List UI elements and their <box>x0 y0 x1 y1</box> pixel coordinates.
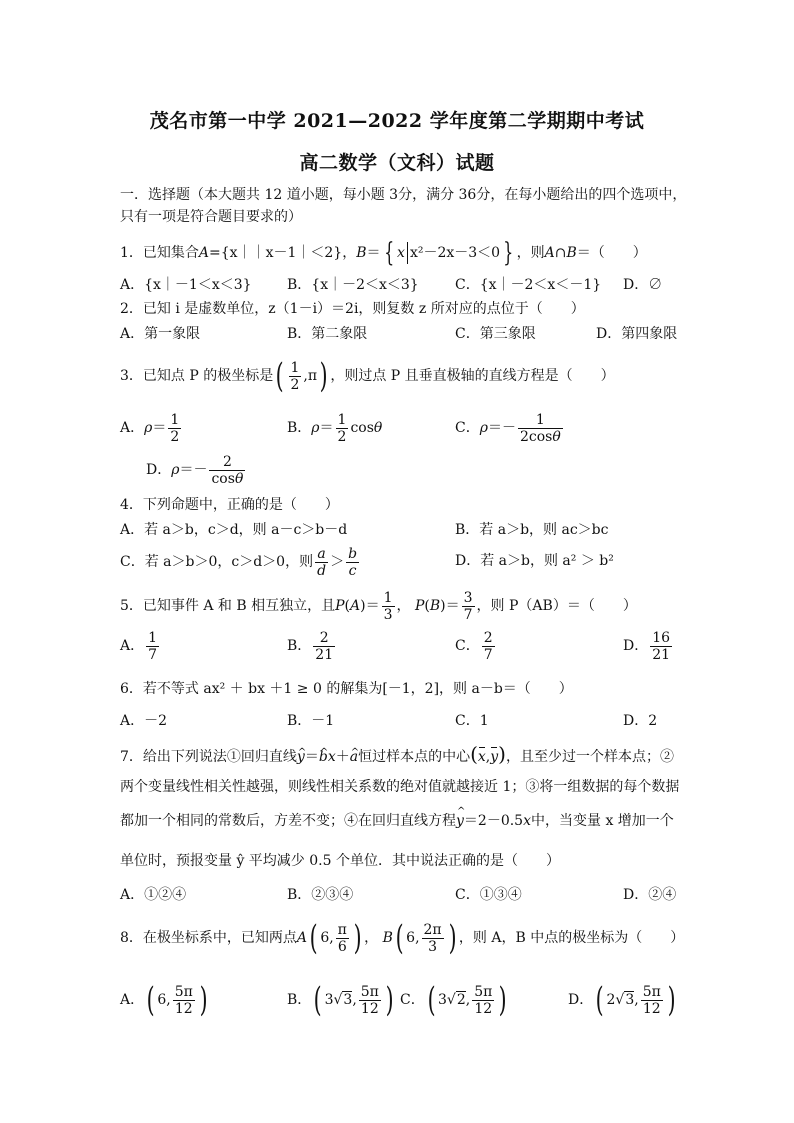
q1-stem-a: 1．已知集合 <box>120 245 199 261</box>
q5-stem: 5．已知事件 A 和 B 相互独立，且P(A)＝ $\frac{1}{3}$ ， P(B)＝ $\frac{3}{7}$ ，则 P（AB）＝（ ） <box>120 589 637 623</box>
q7-option-a: A．①②④ <box>120 887 187 903</box>
q8-option-b: B．( 3√3, $\frac{5\pi}{12}$ ) <box>287 980 394 1020</box>
q3-stem-b: ，则过点 P 且垂直极轴的直线方程是（ ） <box>330 368 615 384</box>
q1-option-c: C．{x｜－2＜x＜－1} <box>455 277 602 293</box>
q1-stem-c: ＝（ ） <box>576 245 647 261</box>
q5-option-a: A． $\frac{1}{7}$ <box>120 629 158 663</box>
q4-option-c-label: C．若 a＞b＞0，c＞d＞0，则 <box>120 554 314 570</box>
q5-option-a-label: A． <box>120 638 145 654</box>
q1-brace-open: { <box>383 238 394 268</box>
q1-set-a: ={x｜｜x－1｜＜2}， <box>209 245 357 261</box>
q1-set-b-cond: x²－2x－3＜0 <box>409 245 501 261</box>
q6-option-b: B．－1 <box>287 713 335 729</box>
q8-option-d: D．( 2√3, $\frac{5\pi}{12}$ ) <box>568 980 676 1020</box>
q5-option-b: B． $\frac{2}{21}$ <box>287 629 334 663</box>
q2-stem: 2．已知 i 是虚数单位，z（1－i）＝2i，则复数 z 所对应的点位于（ ） <box>120 301 585 317</box>
q2-option-d: D．第四象限 <box>596 326 678 342</box>
q5-option-c: C． $\frac{2}{7}$ <box>455 629 493 663</box>
q2-option-c: C．第三象限 <box>455 326 536 342</box>
q6-option-d: D．2 <box>623 713 658 729</box>
q4-option-c: C．若 a＞b＞0，c＞d＞0，则 $\frac{a}{d}$ ＞ $\frac{b}{c}$ <box>120 545 358 579</box>
q3-option-d: D．ρ＝－ $\frac{2}{\cos\theta}$ <box>146 453 244 487</box>
q1-set-bar <box>407 242 408 264</box>
q8-stem-a: 8．在极坐标系中，已知两点 <box>120 930 297 946</box>
q7-line1-a: 7．给出下列说法①回归直线 <box>120 749 297 765</box>
q3-option-a-label: A． <box>120 420 145 436</box>
q3-option-b: B．ρ＝ $\frac{1}{2}$ cosθ <box>287 411 383 445</box>
q1-brace-close: } <box>503 238 514 268</box>
q8-option-c: C．( 3√2, $\frac{5\pi}{12}$ ) <box>400 980 507 1020</box>
q5-option-d-label: D． <box>623 638 649 654</box>
q8-stem-b: ，则 A，B 中点的极坐标为（ ） <box>458 930 685 946</box>
exam-title: 茂名市第一中学 2021—2022 学年度第二学期期中考试 <box>149 110 645 132</box>
q8-stem: 8．在极坐标系中，已知两点A( 6, $\frac{\pi}{6}$ ) ， B( 6, $\frac{2\pi}{3}$ ) ，则 A，B 中点的极坐标为（ ） <box>120 918 685 958</box>
q4-option-b: B．若 a＞b，则 ac＞bc <box>455 522 609 538</box>
q3-option-c: C．ρ＝－ $\frac{1}{2\cos\theta}$ <box>455 411 561 445</box>
q4-option-a: A．若 a＞b，c＞d，则 a－c＞b－d <box>120 522 348 538</box>
q1-stem: 1．已知集合A={x｜｜x－1｜＜2}，B＝ { x x²－2x－3＜0 } ，则A∩B＝（ ） <box>120 238 647 268</box>
q4-stem: 4．下列命题中，正确的是（ ） <box>120 497 339 513</box>
q7-line3-b: 中，当变量 x 增加一个 <box>531 813 674 829</box>
q3-option-c-label: C． <box>455 420 480 436</box>
q5-stem-a: 5．已知事件 A 和 B 相互独立，且 <box>120 598 336 614</box>
q7-option-d: D．②④ <box>623 887 677 903</box>
q6-stem: 6．若不等式 ax² ＋ bx ＋1 ≥ 0 的解集为[－1，2]，则 a－b＝（ ） <box>120 681 573 697</box>
q7-line3: 都加一个相同的常数后，方差不变；④在回归直线方程^ y＝2－0.5x中，当变量 x 增加一个 <box>120 812 674 830</box>
q7-line1-b: 恒过样本点的中心 <box>358 749 471 765</box>
q8-option-d-label: D． <box>568 992 594 1008</box>
q1-option-a: A．{x｜－1＜x＜3} <box>120 277 252 293</box>
q1-option-d: D．∅ <box>623 277 663 293</box>
section-heading-line1: 一．选择题（本大题共 12 道小题，每小题 3分，满分 36分，在每小题给出的四个选项中， <box>120 187 687 203</box>
q3-stem-a: 3．已知点 P 的极坐标是 <box>120 368 274 384</box>
q7-line4: 单位时，预报变量 ŷ 平均减少 0.5 个单位．其中说法正确的是（ ） <box>120 853 560 869</box>
q8-option-a: A．( 6, $\frac{5\pi}{12}$ ) <box>120 980 208 1020</box>
section-heading-line2: 只有一项是符合题目要求的） <box>120 209 302 225</box>
q7-line3-a: 都加一个相同的常数后，方差不变；④在回归直线方程 <box>120 813 456 829</box>
q2-option-a: A．第一象限 <box>120 326 201 342</box>
q8-option-b-label: B． <box>287 992 312 1008</box>
q5-option-c-label: C． <box>455 638 480 654</box>
q3-option-d-label: D． <box>146 462 172 478</box>
q5-option-d: D． $\frac{16}{21}$ <box>623 629 671 663</box>
q1-option-b: B．{x｜－2＜x＜3} <box>287 277 419 293</box>
q5-stem-b: ，则 P（AB）＝（ ） <box>476 598 637 614</box>
q8-option-a-label: A． <box>120 992 145 1008</box>
q7-option-c: C．①③④ <box>455 887 522 903</box>
q6-option-c: C．1 <box>455 713 489 729</box>
q5-option-b-label: B． <box>287 638 312 654</box>
q3-option-b-label: B． <box>287 420 312 436</box>
q8-option-c-label: C． <box>400 992 425 1008</box>
q7-line1: 7．给出下列说法①回归直线^ y＝^ bx＋^ a恒过样本点的中心(x,y)，且至少过一个样本点；② <box>120 740 674 771</box>
q7-line2: 两个变量线性相关性越强，则线性相关系数的绝对值就越接近 1；③将一组数据的每个数据 <box>120 779 680 795</box>
q7-line1-c: ，且至少过一个样本点；② <box>505 749 674 765</box>
q3-option-a: A．ρ＝ $\frac{1}{2}$ <box>120 411 180 445</box>
q7-option-b: B．②③④ <box>287 887 354 903</box>
q2-option-b: B．第二象限 <box>287 326 368 342</box>
q6-option-a: A．－2 <box>120 713 168 729</box>
q4-option-d: D．若 a＞b，则 a² ＞ b² <box>455 553 614 569</box>
q1-stem-b: ，则 <box>516 245 545 261</box>
exam-subtitle: 高二数学（文科）试题 <box>299 152 495 174</box>
q3-stem: 3．已知点 P 的极坐标是( $\frac{1}{2}$ ,π) ，则过点 P 且垂直极轴的直线方程是（ ） <box>120 356 615 396</box>
